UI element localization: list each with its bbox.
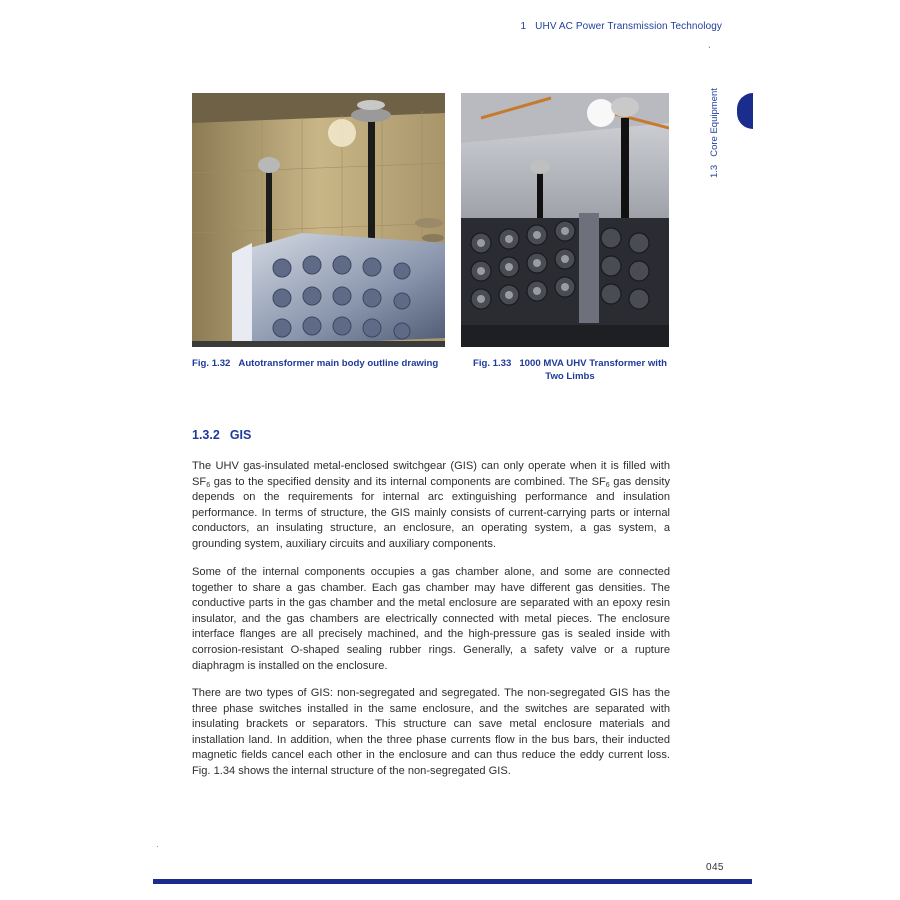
running-header bbox=[521, 21, 723, 32]
chapter-title: UHV AC Power Transmission Technology bbox=[535, 21, 722, 32]
figure-caption bbox=[465, 357, 675, 383]
paragraph-text: gas to the specified density and its internal components are combined. The SF bbox=[210, 475, 606, 488]
header-mark: ˎ bbox=[708, 38, 711, 48]
side-section-label bbox=[709, 58, 720, 178]
figure-number: Fig. 1.32 bbox=[192, 358, 231, 369]
paragraph-text: gas density depends on the requirements for internal arc extinguishing performance and insulation performance. In terms of structure, the GIS mainly consists of current-carrying parts or internal conductors, an insulating structure, an enclosure, an operating system, a gas system, a grounding system, auxiliary circuits and auxiliary components. bbox=[192, 475, 670, 550]
figure-caption bbox=[192, 357, 454, 370]
autotransformer-photo bbox=[192, 93, 445, 347]
figure-number: Fig. 1.33 bbox=[472, 358, 512, 369]
chapter-number: 1 bbox=[520, 21, 527, 32]
body-paragraph: Some of the internal components occupies a gas chamber alone, and some are connected together to share a gas chamber. Each gas chamber may have different gas densities. The conductive parts in the gas chamber and the metal enclosure are separated with an epoxy resin insulator, and the gas chambers are electrically connected with metal pieces. The enclosure interface flanges are all precisely machined, and the high-pressure gas is sealed inside with corrosion-resistant O-shaped sealing rubber rings. Generally, a safety valve or a rupture diaphragm is installed on the enclosure. bbox=[192, 566, 670, 672]
scan-speck bbox=[157, 846, 158, 847]
body-paragraph bbox=[192, 459, 670, 553]
section-title: GIS bbox=[229, 428, 252, 442]
figure-caption-text: Autotransformer main body outline drawing bbox=[238, 358, 439, 369]
figure-caption-text: 1000 MVA UHV Transformer with Two Limbs bbox=[519, 358, 668, 382]
side-section-title: Core Equipment bbox=[709, 88, 720, 157]
subscript: 6 bbox=[206, 481, 211, 489]
body-paragraph: There are two types of GIS: non-segregated and segregated. The non-segregated GIS has the three phase switches installed in the same enclosure, and the switches are separated with insulating brackets or separators. This structure can save metal enclosure materials and installation land. In addition, when the three phase currents flow in the bus bars, their inducted magnetic fields cancel each other in the enclosure and can thus reduce the eddy current loss. Fig. 1.34 shows the internal structure of the non-segregated GIS. bbox=[192, 687, 670, 777]
footer-bar bbox=[153, 879, 752, 884]
side-section-number: 1.3 bbox=[709, 164, 720, 178]
paragraph-text: The UHV gas-insulated metal-enclosed switchgear (GIS) can only operate when it is filled with SF bbox=[192, 460, 670, 488]
page-number: 045 bbox=[706, 862, 724, 873]
section-number: 1.3.2 bbox=[192, 428, 220, 442]
chapter-tab-marker bbox=[737, 93, 753, 129]
section-heading bbox=[192, 428, 251, 442]
subscript: 6 bbox=[605, 481, 610, 489]
uhv-transformer-photo bbox=[461, 93, 669, 347]
